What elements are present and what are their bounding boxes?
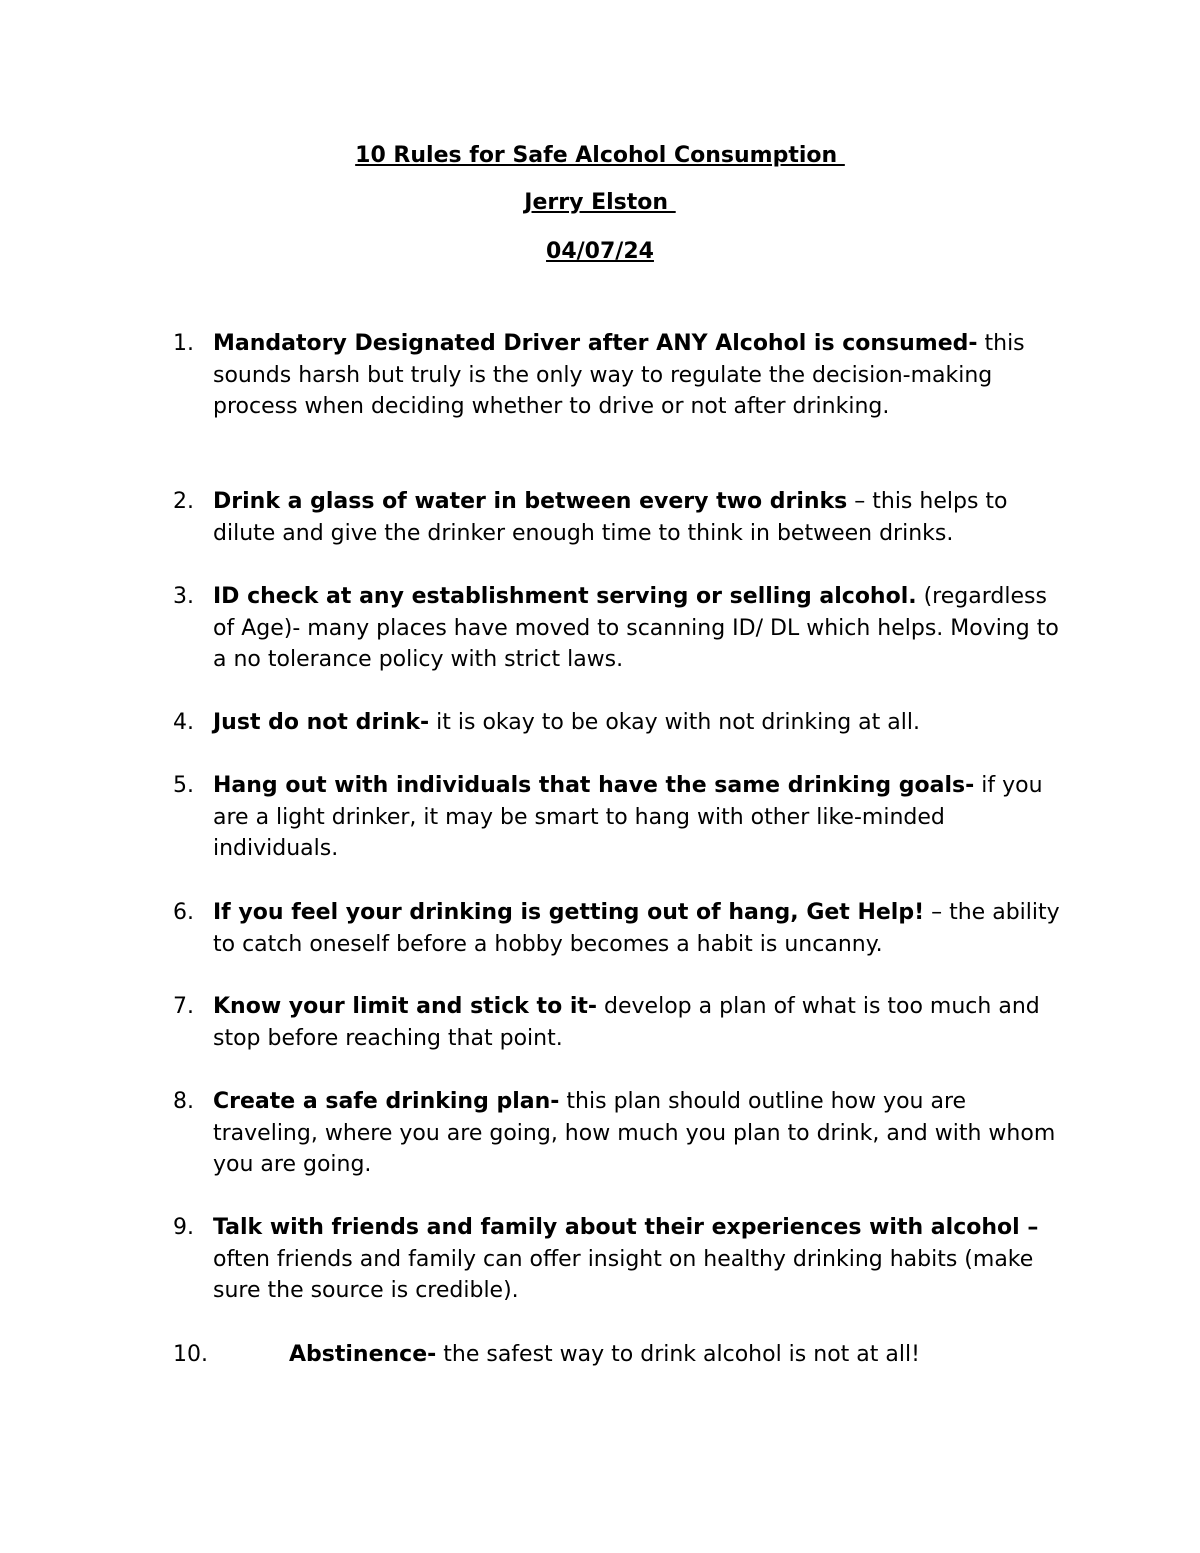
- document-title: 10 Rules for Safe Alcohol Consumption: [355, 143, 845, 168]
- list-item-number: 4.: [173, 710, 194, 735]
- list-item-text: [213, 770, 1063, 865]
- list-item-lead: Drink a glass of water in between every two drinks: [213, 489, 848, 514]
- list-item-text: [289, 1339, 1139, 1371]
- list-item-lead: Create a safe drinking plan-: [213, 1089, 560, 1114]
- list-item-body: – the ability to catch oneself before a hobby becomes a habit is uncanny.: [213, 900, 1060, 957]
- list-item-text: [213, 1212, 1063, 1307]
- list-item-text: [213, 581, 1063, 676]
- list-item: [173, 486, 1073, 549]
- list-item-number: 10.: [173, 1342, 208, 1367]
- list-item-body: if you are a light drinker, it may be smart to hang with other like-minded individuals.: [213, 773, 1043, 861]
- list-item-lead: ID check at any establishment serving or selling alcohol.: [213, 584, 917, 609]
- list-item-text: [213, 328, 1063, 423]
- list-item: [173, 1339, 1073, 1371]
- list-item-lead: Abstinence-: [289, 1342, 437, 1367]
- list-item-lead: Know your limit and stick to it-: [213, 994, 598, 1019]
- list-item-number: 9.: [173, 1215, 194, 1240]
- list-item-lead: Just do not drink-: [213, 710, 430, 735]
- list-item-text: [213, 486, 1063, 549]
- list-item-lead: Talk with friends and family about their experiences with alcohol –: [213, 1215, 1039, 1240]
- list-item-text: [213, 707, 1063, 739]
- list-item-number: 3.: [173, 584, 194, 609]
- list-item-body: this plan should outline how you are traveling, where you are going, how much you plan to drink, and with whom you are going.: [213, 1089, 1056, 1177]
- list-item: [173, 581, 1073, 676]
- document-date: 04/07/24: [546, 239, 654, 264]
- list-item-number: 1.: [173, 331, 194, 356]
- list-item-body: often friends and family can offer insight on healthy drinking habits (make sure the source is credible).: [213, 1246, 1034, 1303]
- list-item: [173, 707, 1073, 739]
- list-item-body: this sounds harsh but truly is the only way to regulate the decision-making process when deciding whether to drive or not after drinking.: [213, 331, 1025, 419]
- list-item-body: (regardless of Age)- many places have moved to scanning ID/ DL which helps. Moving to a no tolerance policy with strict laws.: [213, 584, 1059, 672]
- list-item: [173, 897, 1073, 960]
- list-item-number: 2.: [173, 489, 194, 514]
- list-item-lead: If you feel your drinking is getting out of hang, Get Help!: [213, 900, 925, 925]
- list-item-lead: Hang out with individuals that have the same drinking goals-: [213, 773, 975, 798]
- list-item: [173, 328, 1073, 423]
- list-item: [173, 1212, 1073, 1307]
- list-item-lead: Mandatory Designated Driver after ANY Alcohol is consumed-: [213, 331, 978, 356]
- list-item: [173, 770, 1073, 865]
- list-item: [173, 991, 1073, 1054]
- list-item-number: 7.: [173, 994, 194, 1019]
- list-item: [173, 1086, 1073, 1181]
- list-item-text: [213, 991, 1063, 1054]
- document-author: Jerry Elston: [524, 190, 676, 215]
- list-item-text: [213, 1086, 1063, 1181]
- list-item-text: [213, 897, 1063, 960]
- list-item-body: the safest way to drink alcohol is not at all!: [436, 1342, 920, 1367]
- list-item-number: 5.: [173, 773, 194, 798]
- list-item-body: – this helps to dilute and give the drinker enough time to think in between drinks.: [213, 489, 1008, 546]
- list-item-number: 8.: [173, 1089, 194, 1114]
- list-item-body: it is okay to be okay with not drinking at all.: [429, 710, 920, 735]
- list-item-number: 6.: [173, 900, 194, 925]
- list-item-body: develop a plan of what is too much and stop before reaching that point.: [213, 994, 1040, 1051]
